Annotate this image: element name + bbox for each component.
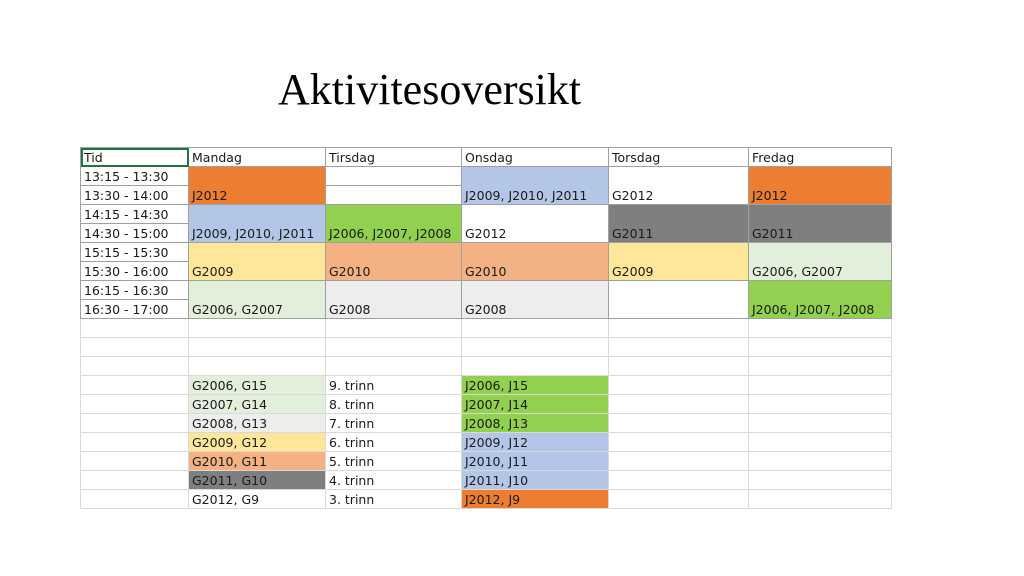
- slot-fredag[interactable]: J2006, J2007, J2008: [749, 281, 892, 319]
- time-cell[interactable]: 13:15 - 13:30: [81, 167, 189, 186]
- time-row: [81, 281, 892, 300]
- legend-row: [81, 414, 892, 433]
- slot-fredag[interactable]: G2006, G2007: [749, 243, 892, 281]
- empty-cell[interactable]: [749, 357, 892, 376]
- activity-spreadsheet: [80, 147, 892, 509]
- empty-cell[interactable]: [462, 319, 609, 338]
- header-tid[interactable]: Tid: [81, 148, 189, 167]
- slot-torsdag[interactable]: G2009: [609, 243, 749, 281]
- legend-g-code[interactable]: G2006, G15: [189, 376, 326, 395]
- slot-tirsdag[interactable]: G2010: [326, 243, 462, 281]
- time-cell[interactable]: 16:15 - 16:30: [81, 281, 189, 300]
- slot-torsdag[interactable]: [609, 281, 749, 319]
- slot-mandag[interactable]: G2006, G2007: [189, 281, 326, 319]
- empty-cell[interactable]: [609, 357, 749, 376]
- empty-cell[interactable]: [609, 395, 749, 414]
- slot-tirsdag[interactable]: [326, 167, 462, 186]
- legend-j-code[interactable]: J2010, J11: [462, 452, 609, 471]
- empty-cell[interactable]: [609, 319, 749, 338]
- legend-g-code[interactable]: G2008, G13: [189, 414, 326, 433]
- legend-j-code[interactable]: J2007, J14: [462, 395, 609, 414]
- slot-onsdag[interactable]: G2008: [462, 281, 609, 319]
- legend-g-code[interactable]: G2011, G10: [189, 471, 326, 490]
- legend-trinn[interactable]: 7. trinn: [326, 414, 462, 433]
- empty-cell[interactable]: [749, 433, 892, 452]
- legend-row: [81, 433, 892, 452]
- empty-cell[interactable]: [81, 395, 189, 414]
- time-cell[interactable]: 14:30 - 15:00: [81, 224, 189, 243]
- header-mandag[interactable]: Mandag: [189, 148, 326, 167]
- legend-trinn[interactable]: 4. trinn: [326, 471, 462, 490]
- legend-j-code[interactable]: J2012, J9: [462, 490, 609, 509]
- empty-cell[interactable]: [81, 357, 189, 376]
- legend-j-code[interactable]: J2009, J12: [462, 433, 609, 452]
- empty-cell[interactable]: [81, 490, 189, 509]
- slot-tirsdag[interactable]: G2008: [326, 281, 462, 319]
- slot-fredag[interactable]: J2012: [749, 167, 892, 205]
- header-torsdag[interactable]: Torsdag: [609, 148, 749, 167]
- slot-fredag[interactable]: G2011: [749, 205, 892, 243]
- empty-cell[interactable]: [749, 319, 892, 338]
- slot-tirsdag[interactable]: J2006, J2007, J2008: [326, 205, 462, 243]
- empty-cell[interactable]: [749, 376, 892, 395]
- empty-cell[interactable]: [189, 357, 326, 376]
- empty-cell[interactable]: [749, 414, 892, 433]
- legend-g-code[interactable]: G2010, G11: [189, 452, 326, 471]
- time-row: [81, 167, 892, 186]
- slot-mandag[interactable]: G2009: [189, 243, 326, 281]
- empty-cell[interactable]: [462, 338, 609, 357]
- legend-j-code[interactable]: J2008, J13: [462, 414, 609, 433]
- legend-row: [81, 395, 892, 414]
- legend-row: [81, 376, 892, 395]
- legend-trinn[interactable]: 3. trinn: [326, 490, 462, 509]
- slot-torsdag[interactable]: G2011: [609, 205, 749, 243]
- time-cell[interactable]: 16:30 - 17:00: [81, 300, 189, 319]
- legend-trinn[interactable]: 8. trinn: [326, 395, 462, 414]
- empty-row: [81, 319, 892, 338]
- empty-cell[interactable]: [189, 338, 326, 357]
- legend-row: [81, 452, 892, 471]
- time-row: [81, 205, 892, 224]
- empty-cell[interactable]: [609, 490, 749, 509]
- empty-cell[interactable]: [609, 452, 749, 471]
- empty-cell[interactable]: [749, 395, 892, 414]
- slot-tirsdag[interactable]: [326, 186, 462, 205]
- empty-cell[interactable]: [749, 338, 892, 357]
- legend-row: [81, 490, 892, 509]
- legend-j-code[interactable]: J2006, J15: [462, 376, 609, 395]
- legend-trinn[interactable]: 5. trinn: [326, 452, 462, 471]
- legend-j-code[interactable]: J2011, J10: [462, 471, 609, 490]
- empty-cell[interactable]: [326, 357, 462, 376]
- header-row: [81, 148, 892, 167]
- empty-cell[interactable]: [609, 376, 749, 395]
- empty-cell[interactable]: [81, 376, 189, 395]
- empty-cell[interactable]: [609, 433, 749, 452]
- empty-cell[interactable]: [81, 471, 189, 490]
- header-fredag[interactable]: Fredag: [749, 148, 892, 167]
- slot-torsdag[interactable]: G2012: [609, 167, 749, 205]
- empty-cell[interactable]: [81, 452, 189, 471]
- header-tirsdag[interactable]: Tirsdag: [326, 148, 462, 167]
- empty-cell[interactable]: [749, 471, 892, 490]
- time-cell[interactable]: 15:15 - 15:30: [81, 243, 189, 262]
- legend-row: [81, 471, 892, 490]
- empty-row: [81, 357, 892, 376]
- time-cell[interactable]: 14:15 - 14:30: [81, 205, 189, 224]
- header-onsdag[interactable]: Onsdag: [462, 148, 609, 167]
- empty-cell[interactable]: [81, 338, 189, 357]
- empty-cell[interactable]: [462, 357, 609, 376]
- empty-cell[interactable]: [609, 338, 749, 357]
- empty-cell[interactable]: [326, 319, 462, 338]
- empty-cell[interactable]: [81, 319, 189, 338]
- legend-g-code[interactable]: G2007, G14: [189, 395, 326, 414]
- slot-mandag[interactable]: J2009, J2010, J2011: [189, 205, 326, 243]
- empty-cell[interactable]: [81, 433, 189, 452]
- legend-trinn[interactable]: 9. trinn: [326, 376, 462, 395]
- empty-cell[interactable]: [81, 414, 189, 433]
- legend-trinn[interactable]: 6. trinn: [326, 433, 462, 452]
- legend-g-code[interactable]: G2012, G9: [189, 490, 326, 509]
- empty-cell[interactable]: [749, 452, 892, 471]
- empty-cell[interactable]: [326, 338, 462, 357]
- time-cell[interactable]: 15:30 - 16:00: [81, 262, 189, 281]
- empty-cell[interactable]: [189, 319, 326, 338]
- time-row: [81, 243, 892, 262]
- legend-g-code[interactable]: G2009, G12: [189, 433, 326, 452]
- empty-cell[interactable]: [749, 490, 892, 509]
- slot-onsdag[interactable]: G2010: [462, 243, 609, 281]
- time-cell[interactable]: 13:30 - 14:00: [81, 186, 189, 205]
- empty-row: [81, 338, 892, 357]
- page-title: Aktivitesoversikt: [278, 65, 582, 114]
- empty-cell[interactable]: [609, 471, 749, 490]
- empty-cell[interactable]: [609, 414, 749, 433]
- slot-onsdag[interactable]: G2012: [462, 205, 609, 243]
- slot-onsdag[interactable]: J2009, J2010, J2011: [462, 167, 609, 205]
- slot-mandag[interactable]: J2012: [189, 167, 326, 205]
